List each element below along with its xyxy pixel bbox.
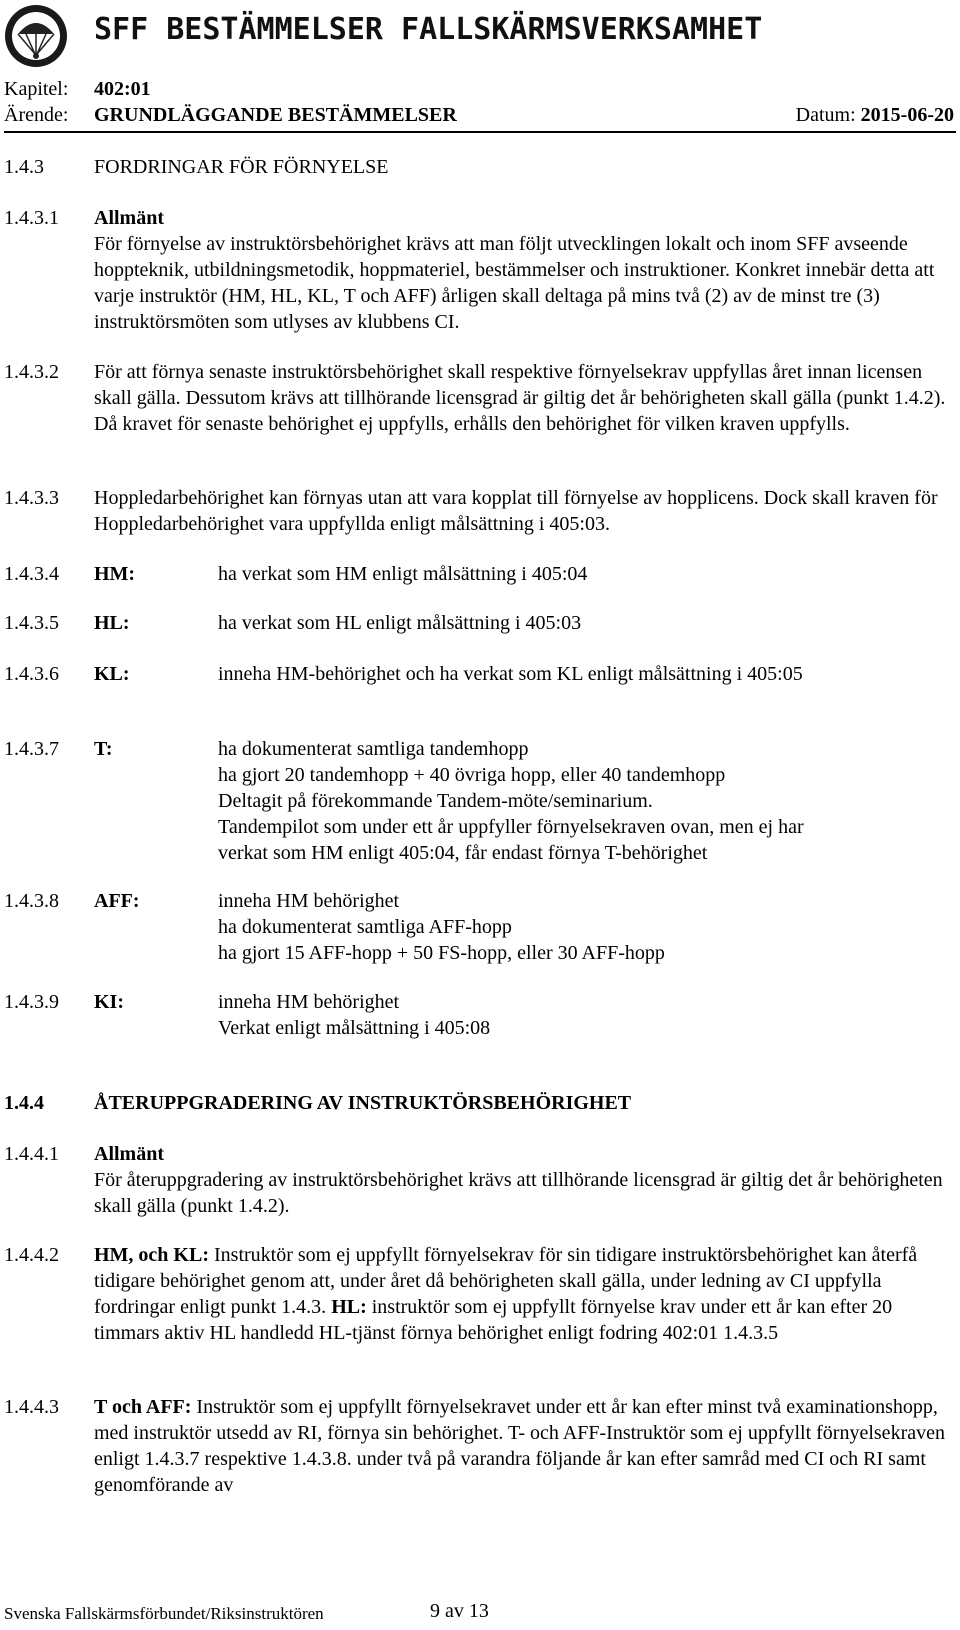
requirement-lines — [218, 888, 958, 966]
role-label: T och AFF: — [94, 1396, 192, 1418]
role-label: AFF: — [94, 890, 140, 912]
requirement-lines — [218, 661, 958, 687]
kapitel-label: Kapitel: — [4, 78, 69, 100]
requirement-line: ha dokumenterat samtliga tandemhopp — [218, 738, 529, 760]
section-heading: ÅTERUPPGRADERING AV INSTRUKTÖRSBEHÖRIGHET — [94, 1092, 632, 1114]
section-number: 1.4.3.4 — [4, 563, 59, 585]
requirement-line: ha gjort 15 AFF-hopp + 50 FS-hopp, eller 30 AFF-hopp — [218, 942, 665, 964]
arende-value: GRUNDLÄGGANDE BESTÄMMELSER — [94, 104, 457, 126]
section-number: 1.4.4 — [4, 1092, 44, 1114]
role-label: KL: — [94, 663, 130, 685]
page-number: 9 av 13 — [430, 1600, 489, 1622]
datum — [796, 102, 954, 128]
requirement-line: ha gjort 20 tandemhopp + 40 övriga hopp, eller 40 tandemhopp — [218, 764, 726, 786]
section-heading: FORDRINGAR FÖR FÖRNYELSE — [94, 156, 389, 178]
requirement-line: Deltagit på förekommande Tandem-möte/seminarium. — [218, 790, 653, 812]
document-title: SFF BESTÄMMELSER FALLSKÄRMSVERKSAMHET — [94, 12, 763, 47]
arende-label: Ärende: — [4, 104, 69, 126]
section-number: 1.4.3.7 — [4, 738, 59, 760]
paragraph: För förnyelse av instruktörsbehörighet krävs att man följt utvecklingen lokalt och inom SFF avseende hoppteknik, utbildningsmetodik, hoppmateriel, bestämmelser och instruktioner. Konkret innebär detta att varje instruktör (HM, HL, KL, T och AFF) årligen skall deltaga på mins två (2) av de minst tre (3) instruktörsmöten som utlyses av klubbens CI. — [94, 233, 935, 333]
requirement-line: Verkat enligt målsättning i 405:08 — [218, 1017, 491, 1039]
section-number: 1.4.4.3 — [4, 1396, 59, 1418]
section-number: 1.4.3.8 — [4, 890, 59, 912]
requirement-lines — [218, 610, 958, 636]
arende-row — [4, 102, 954, 128]
section-number: 1.4.3.9 — [4, 991, 59, 1013]
footer-organization: Svenska Fallskärmsförbundet/Riksinstruktören — [4, 1604, 324, 1623]
datum-value: 2015-06-20 — [860, 104, 954, 126]
sff-parachute-logo-icon — [4, 4, 68, 68]
subsection-title: Allmänt — [94, 1143, 164, 1165]
role-label: HM: — [94, 563, 136, 585]
role-label: HL: — [94, 612, 130, 634]
datum-label: Datum: — [795, 104, 856, 126]
section-number: 1.4.3.2 — [4, 361, 59, 383]
paragraph-text: Instruktör som ej uppfyllt förnyelsekrav för sin tidigare instruktörsbehörighet kan återfå tidigare behörighet genom att, under året då behörigheten skall gälla, under ledning av CI uppfylla fordringar enligt punkt 1.4.3. — [94, 1244, 918, 1318]
paragraph: För återuppgradering av instruktörsbehörighet krävs att tillhörande licensgrad är giltig det år behörigheten skall gälla (punkt 1.4.2). — [94, 1169, 943, 1217]
requirement-lines — [218, 989, 958, 1041]
subsection-title: Allmänt — [94, 207, 164, 229]
paragraph — [94, 1242, 956, 1346]
requirement-line: ha verkat som HM enligt målsättning i 405:04 — [218, 563, 588, 585]
header-divider — [4, 131, 956, 133]
role-label: T: — [94, 738, 113, 760]
requirement-line: inneha HM behörighet — [218, 991, 400, 1013]
requirement-line: Tandempilot som under ett år uppfyller förnyelsekraven ovan, men ej har — [218, 816, 804, 838]
role-label: KI: — [94, 991, 124, 1013]
section-number: 1.4.3.6 — [4, 663, 59, 685]
requirement-line: ha dokumenterat samtliga AFF-hopp — [218, 916, 512, 938]
requirement-line: ha verkat som HL enligt målsättning i 405:03 — [218, 612, 582, 634]
paragraph-text: instruktör som ej uppfyllt förnyelse krav under ett år kan efter 20 timmars aktiv HL handledd HL-tjänst förnya behörighet enligt fodring 402:01 1.4.3.5 — [94, 1296, 893, 1344]
kapitel-value: 402:01 — [94, 78, 151, 100]
requirement-line: inneha HM behörighet — [218, 890, 400, 912]
section-number: 1.4.4.1 — [4, 1143, 59, 1165]
section-body — [94, 1141, 956, 1219]
requirement-line: inneha HM-behörighet och ha verkat som KL enligt målsättning i 405:05 — [218, 663, 803, 685]
role-label: HL: — [331, 1296, 367, 1318]
kapitel-row — [4, 76, 954, 102]
section-number: 1.4.3.5 — [4, 612, 59, 634]
paragraph — [94, 1394, 956, 1498]
section-number: 1.4.3.1 — [4, 207, 59, 229]
section-number: 1.4.3.3 — [4, 487, 59, 509]
paragraph: Hoppledarbehörighet kan förnyas utan att vara kopplat till förnyelse av hopplicens. Dock skall kraven för Hoppledarbehörighet vara uppfyllda enligt målsättning i 405:03. — [94, 487, 938, 535]
role-label: HM, och KL: — [94, 1244, 209, 1266]
paragraph-text: Instruktör som ej uppfyllt förnyelsekravet under ett år kan efter minst två examinationshopp, med instruktör utsedd av RI, förnya sin behörighet. T- och AFF-Instruktör som ej uppfyllt förnyelsekraven enligt 1.4.3.7 respektive 1.4.3.8. under två på varandra följande år kan efter samråd med CI och RI samt genomförande av — [94, 1396, 945, 1496]
requirement-line: verkat som HM enligt 405:04, får endast förnya T-behörighet — [218, 842, 708, 864]
section-number: 1.4.4.2 — [4, 1244, 59, 1266]
requirement-lines — [218, 736, 958, 866]
section-number: 1.4.3 — [4, 156, 44, 178]
paragraph: För att förnya senaste instruktörsbehörighet skall respektive förnyelsekrav uppfyllas året innan licensen skall gälla. Dessutom krävs att tillhörande licensgrad är giltig det år behörigheten skall gälla (punkt 1.4.2). Då kravet för senaste behörighet ej uppfylls, erhålls den behörighet för vilken kraven uppfylls. — [94, 361, 946, 435]
section-body — [94, 205, 956, 335]
requirement-lines — [218, 561, 958, 587]
